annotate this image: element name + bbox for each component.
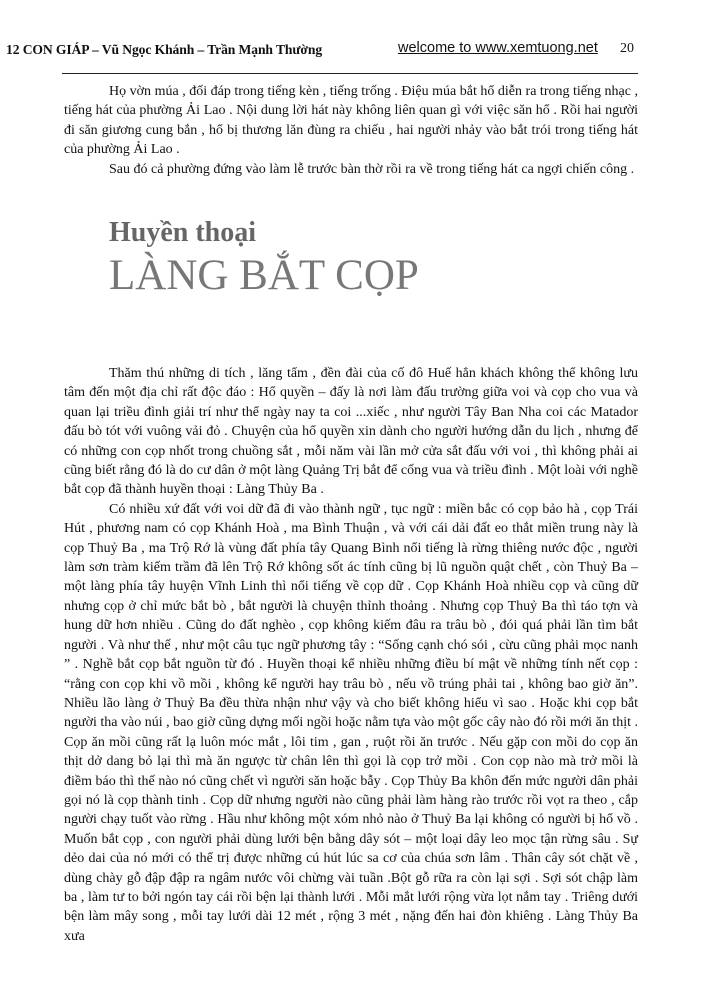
book-title: 12 CON GIÁP – Vũ Ngọc Khánh – Trần Mạnh Thường — [6, 42, 323, 57]
body-text — [64, 364, 638, 946]
website-link[interactable]: welcome to www.xemtuong.net — [398, 40, 598, 56]
paragraph: Có nhiều xứ đất với voi dữ đã đi vào thành ngữ , tục ngữ : miền bắc có cọp bảo hà , cọp Trái Hút , phương nam có cọp Khánh Hoà , ma Bình Thuận , và với cái dải đất eo thắt miền trung này là cọp Thuỷ Ba , ma Trộ Rớ là vùng đất phía tây Quang Bình nổi tiếng là rừng thiêng nước độc , người làm sơn tràm kiếm trầm đã lên Trộ Rớ không sốt ác tính cũng bị lũ nguồn quật chết , còn Thuỷ Ba – một làng phía tây huyện Vĩnh Linh thì nổi tiếng về cọp dữ . Cọp Khánh Hoà nhiều cọp và cũng dữ nhưng cọp ở chỉ mức bắt bò , bắt người là chuyện thỉnh thoảng . Nhưng cọp Thuỷ Ba thì táo tợn và hung dữ hơn nhiều . Cũng do đất nghèo , cọp không kiếm đâu ra trâu bò , đói quá phải lần tìm bắt người . Và như thế , như một câu tục ngữ phương tây : “Sống cạnh chó sói , cừu cũng phải mọc nanh ” . Nghề bắt cọp bắt nguồn từ đó . Huyền thoại kể nhiều những điều bí mật về những tính nết cọp : “rằng con cọp khi vồ mồi , không kể người hay trâu bò , nếu vồ trúng phải tai , không bao giờ ăn”. Nhiều lão làng ở Thuỷ Ba đều thừa nhận như vậy và cho biết không hiểu vì sao . Hoặc khi cọp bắt người tha vào núi , bao giờ cũng dựng mối ngồi hoặc nằm tựa vào một gốc cây nào đó rồi mới ăn thịt . Cọp ăn mồi cũng rất lạ luôn móc mắt , lôi tim , gan , ruột rồi ăn trước . Nếu gặp con mồi do cọp ăn thịt dở dang bỏ lại thì mà ăn ngược từ chân lên thì gọi là cọp trở mồi . Con cọp nào mà trở mồi là điềm báo thì thế nào nó cũng chết vì người săn hoặc bẫy . Cọp Thủy Ba khôn đến mức người dân phải gọi nó là cọp thành tinh . Cọp dữ nhưng người nào cũng phải làm hàng rào trước rồi vọt ra theo , cắp người chạy tuốt vào rừng . Hầu như không một xóm nhỏ nào ở Thuỷ Ba lại không có người bị hổ vồ . Muốn bắt cọp , con người phải dùng lưới bện bằng dây sót – một loại dây leo mọc tận rừng sâu . Sự dẻo dai của nó mới có thể trị được những cú hút lúc sa cơ của chúa sơn lâm . Thân cây sót chặt về , dùng chày gỗ đập đập ra ngâm nước vôi chừng vài tuần .Bột gỗ rữa ra còn lại sợi . Sợi sót chập làm ba , làm tư to bởi ngón tay cái rồi bện lại thành lưới . Mỗi mắt lưới rộng vừa lọt nắm tay . Triêng dưới bện làm mây song , mỗi tay lưới dài 12 mét , rộng 3 mét , nặng đến hai đòn khiêng . Làng Thủy Ba xưa — [64, 501, 638, 944]
paragraph: Sau đó cả phường đứng vào làm lễ trước bàn thờ rồi ra về trong tiếng hát ca ngợi chiến công . — [109, 161, 635, 177]
page-number: 20 — [620, 41, 634, 56]
paragraph: Họ vờn múa , đối đáp trong tiếng kèn , tiếng trống . Điệu múa bắt hổ diễn ra trong tiếng nhạc , tiếng hát của phường Ải Lao . Nội dung lời hát này không liên quan gì với việc săn hổ . Rồi hai người đi săn giương cung bắn , hổ bị thương lăn đùng ra chiếu , hai người nhảy vào bắt trói trong tiếng hát của phường Ải Lao . — [64, 84, 638, 158]
paragraph: Thăm thú những di tích , lăng tẩm , đền đài của cố đô Huế hẳn khách không thể không lưu tâm đến một địa chỉ rất độc đáo : Hổ quyền – đấy là nơi làm đấu trường giữa voi và cọp cho vua và quan lại triều đình giải trí như thể ngày nay ta coi ...xiếc , như người Tây Ban Nha coi các Matador đấu bò tót với vuông vải đỏ . Chuyện của hổ quyền xin dành cho người hướng dẫn du lịch , nhưng để có những con cọp nhốt trong chuồng sắt , mỗi năm vài lần mở cửa sắt đấu với voi , thì không phải ai cũng biết rằng đó là do cư dân ở một làng Quảng Trị bắt để cống vua và triều đình . Một loài với nghề bắt cọp đã thành huyền thoại : Làng Thủy Ba . — [64, 366, 638, 498]
section-title — [109, 215, 419, 299]
section-title-small: Huyền thoại — [109, 217, 257, 248]
header-divider — [62, 73, 638, 74]
section-title-big: LÀNG BẮT CỌP — [109, 252, 419, 299]
intro-text — [64, 82, 638, 179]
page-header — [0, 42, 702, 64]
